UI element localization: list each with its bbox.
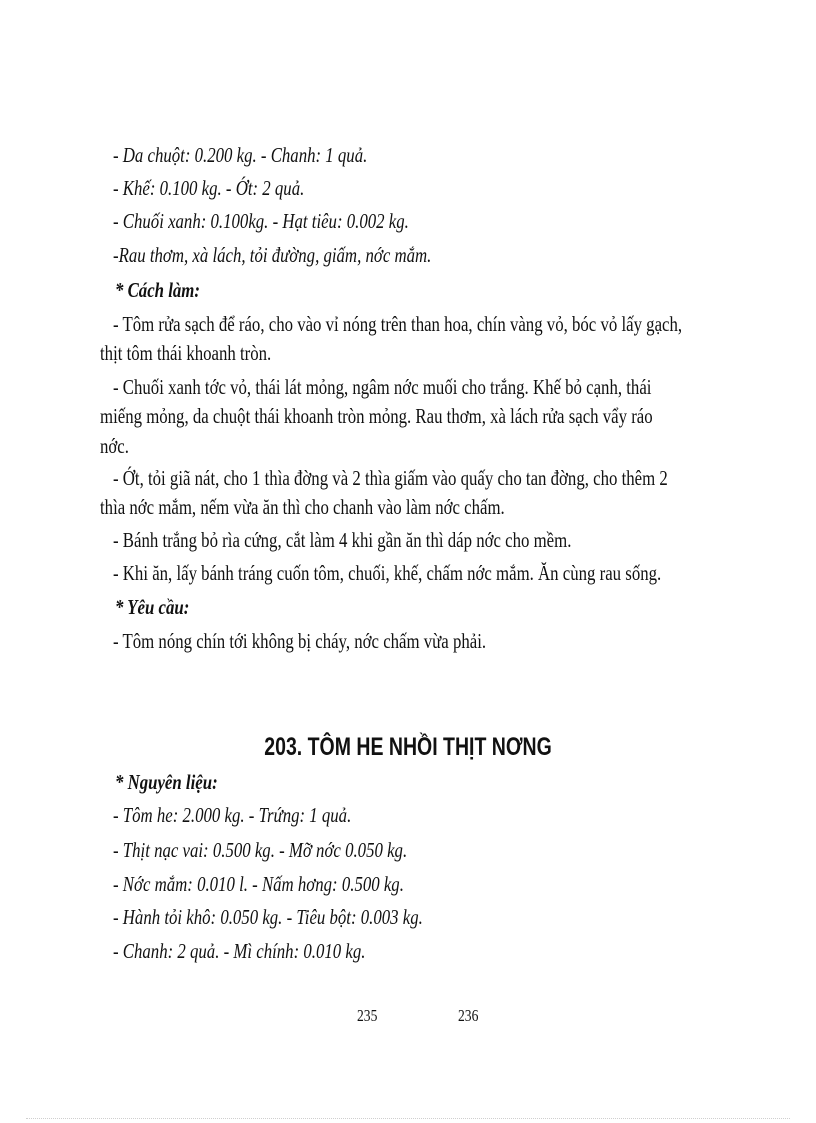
method-heading: * Cách làm: bbox=[115, 278, 200, 302]
method-line: nớc. bbox=[100, 434, 129, 458]
method-line: - Ớt, tỏi giã nát, cho 1 thìa đờng và 2 thìa giấm vào quấy cho tan đờng, cho thêm 2 bbox=[113, 466, 668, 490]
requirement-heading: * Yêu cầu: bbox=[115, 595, 190, 619]
ingredient-line: - Thịt nạc vai: 0.500 kg. - Mỡ nớc 0.050 kg. bbox=[113, 838, 408, 862]
method-line: thịt tôm thái khoanh tròn. bbox=[100, 341, 272, 365]
method-line: thìa nớc mắm, nếm vừa ăn thì cho chanh vào làm nớc chấm. bbox=[100, 495, 505, 519]
ingredient-line: - Nớc mắm: 0.010 l. - Nấm hơng: 0.500 kg. bbox=[113, 872, 404, 896]
page-bottom-divider bbox=[26, 1118, 790, 1119]
page-number-left: 235 bbox=[357, 1006, 378, 1025]
ingredient-line: -Rau thơm, xà lách, tỏi đường, giấm, nớc mắm. bbox=[113, 243, 432, 267]
ingredient-line: - Hành tỏi khô: 0.050 kg. - Tiêu bột: 0.003 kg. bbox=[113, 905, 423, 929]
method-line: - Khi ăn, lấy bánh tráng cuốn tôm, chuối, khế, chấm nớc mắm. Ăn cùng rau sống. bbox=[113, 561, 662, 585]
method-line: - Bánh trắng bỏ rìa cứng, cắt làm 4 khi gần ăn thì dáp nớc cho mềm. bbox=[113, 528, 572, 552]
ingredient-line: - Chanh: 2 quả. - Mì chính: 0.010 kg. bbox=[113, 939, 366, 963]
method-line: - Chuối xanh tớc vỏ, thái lát mỏng, ngâm nớc muối cho trắng. Khế bỏ cạnh, thái bbox=[113, 375, 652, 399]
ingredient-line: - Da chuột: 0.200 kg. - Chanh: 1 quả. bbox=[113, 143, 368, 167]
ingredient-line: - Khế: 0.100 kg. - Ớt: 2 quả. bbox=[113, 176, 305, 200]
requirement-line: - Tôm nóng chín tới không bị cháy, nớc chấm vừa phải. bbox=[113, 629, 487, 653]
page-number-right: 236 bbox=[458, 1006, 479, 1025]
recipe-title: 203. TÔM HE NHỒI THỊT NƠNG bbox=[264, 733, 552, 761]
method-line: miếng mỏng, da chuột thái khoanh tròn mỏng. Rau thơm, xà lách rửa sạch vẩy ráo bbox=[100, 404, 653, 428]
ingredient-line: - Tôm he: 2.000 kg. - Trứng: 1 quả. bbox=[113, 803, 352, 827]
ingredient-line: - Chuối xanh: 0.100kg. - Hạt tiêu: 0.002 kg. bbox=[113, 209, 409, 233]
ingredients-heading: * Nguyên liệu: bbox=[115, 770, 218, 794]
method-line: - Tôm rửa sạch để ráo, cho vào vỉ nóng trên than hoa, chín vàng vỏ, bóc vỏ lấy gạch, bbox=[113, 312, 683, 336]
